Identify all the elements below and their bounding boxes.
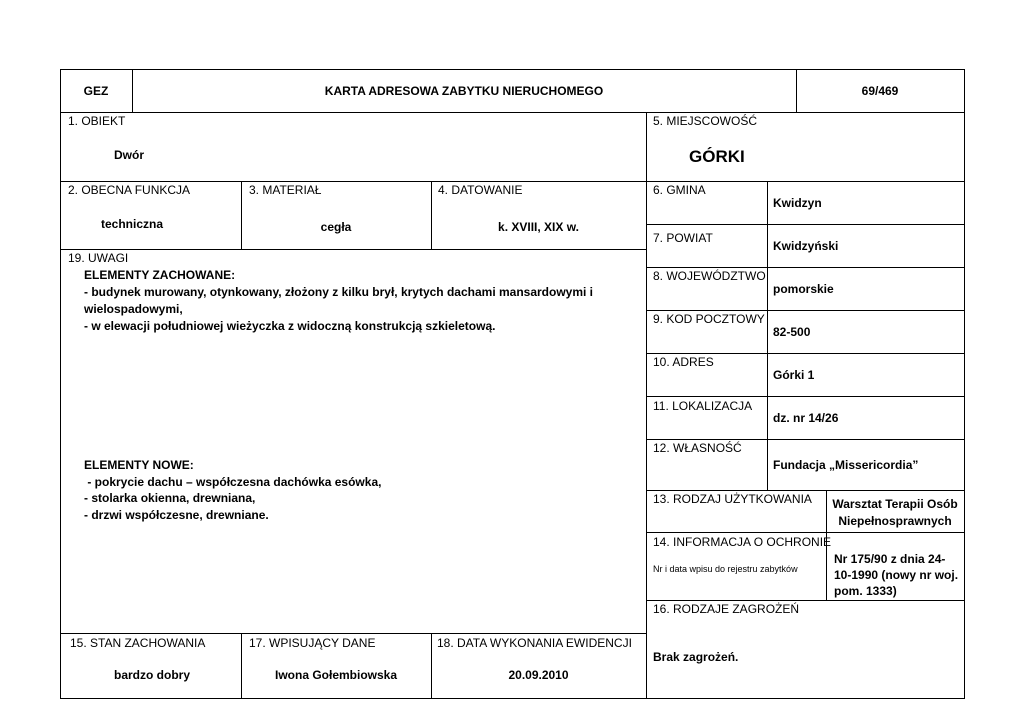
stan-label: 15. STAN ZACHOWANIA (70, 636, 206, 650)
datowanie-value: k. XVIII, XIX w. (498, 220, 579, 234)
ochrona-value-line3: pom. 1333) (834, 584, 897, 598)
adres-value: Górki 1 (773, 368, 815, 382)
funkcja-value: techniczna (101, 217, 164, 231)
material-value: cegła (320, 220, 352, 234)
divider-datowanie (431, 181, 432, 249)
funkcja-label: 2. OBECNA FUNKCJA (68, 183, 191, 197)
wlasnosc-value: Fundacja „Missericordia” (773, 458, 919, 472)
uzytkowanie-label: 13. RODZAJ UŻYTKOWANIA (653, 492, 812, 506)
miejscowosc-value: GÓRKI (689, 147, 745, 166)
divider-material (241, 181, 242, 249)
nowe-line3: - drzwi współczesne, drewniane. (84, 508, 269, 522)
gmina-label: 6. GMINA (653, 183, 706, 197)
ochrona-value-line1: Nr 175/90 z dnia 24- (834, 552, 946, 566)
divider-bottom-row (60, 633, 646, 634)
ochrona-label: 14. INFORMACJA O OCHRONIE (653, 535, 832, 549)
divider-uzytkowanie (646, 532, 965, 533)
datowanie-label: 4. DATOWANIE (438, 183, 523, 197)
wpisujacy-value: Iwona Gołembiowska (274, 668, 398, 682)
nowe-line2: - stolarka okienna, drewniana, (84, 491, 256, 505)
uzytkowanie-value-line2: Niepełnosprawnych (838, 514, 952, 528)
divider-values-col (767, 181, 768, 490)
divider-header (60, 112, 965, 113)
zachowane-line1: - budynek murowany, otynkowany, złożony z kilku brył, krytych dachami mansardowymi i (84, 285, 594, 299)
zachowane-line3: - w elewacji południowej wieżyczka z widoczną konstrukcją szkieletową. (84, 319, 496, 333)
lokalizacja-value: dz. nr 14/26 (773, 411, 839, 425)
nowe-line1: - pokrycie dachu – współczesna dachówka esówka, (84, 475, 382, 489)
powiat-value: Kwidzyński (773, 239, 839, 253)
obiekt-label: 1. OBIEKT (68, 114, 126, 128)
divider-gmina (646, 224, 965, 225)
powiat-label: 7. POWIAT (653, 231, 713, 245)
wojewodztwo-value: pomorskie (773, 282, 834, 296)
zachowane-heading: ELEMENTY ZACHOWANE: (84, 268, 236, 282)
material-label: 3. MATERIAŁ (249, 183, 322, 197)
gmina-value: Kwidzyn (773, 196, 822, 210)
border-top (60, 69, 965, 70)
stan-value: bardzo dobry (114, 668, 191, 682)
uwagi-label: 19. UWAGI (68, 251, 129, 265)
adres-label: 10. ADRES (653, 355, 714, 369)
zachowane-line2: wielospadowymi, (84, 302, 183, 316)
divider-main (646, 112, 647, 698)
uzytkowanie-value-line1: Warsztat Terapii Osób (832, 497, 958, 511)
header-number: 69/469 (861, 84, 899, 98)
divider-row2-left (60, 249, 646, 250)
zagrozenia-value: Brak zagrożeń. (653, 650, 739, 664)
kod-label: 9. KOD POCZTOWY (653, 312, 765, 326)
border-right (964, 69, 965, 699)
wpisujacy-label: 17. WPISUJĄCY DANE (249, 636, 376, 650)
border-bottom (60, 698, 965, 699)
divider-data (431, 633, 432, 698)
data-ewidencji-label: 18. DATA WYKONANIA EWIDENCJI (437, 636, 632, 650)
kod-value: 82-500 (773, 325, 811, 339)
wlasnosc-label: 12. WŁASNOŚĆ (653, 441, 742, 455)
divider-adres (646, 396, 965, 397)
miejscowosc-label: 5. MIEJSCOWOŚĆ (653, 114, 758, 128)
header-code: GEZ (83, 84, 109, 98)
data-ewidencji-value: 20.09.2010 (508, 668, 569, 682)
divider-wpisujacy (241, 633, 242, 698)
ochrona-sublabel: Nr i data wpisu do rejestru zabytków (653, 564, 798, 574)
ochrona-value-line2: 10-1990 (nowy nr woj. (834, 568, 959, 582)
zagrozenia-label: 16. RODZAJE ZAGROŻEŃ (653, 602, 800, 616)
header-title: KARTA ADRESOWA ZABYTKU NIERUCHOMEGO (324, 84, 604, 98)
obiekt-value: Dwór (114, 148, 144, 162)
border-left (60, 69, 61, 699)
nowe-heading: ELEMENTY NOWE: (84, 458, 194, 472)
wojewodztwo-label: 8. WOJEWÓDZTWO (653, 269, 766, 283)
lokalizacja-label: 11. LOKALIZACJA (653, 399, 753, 413)
